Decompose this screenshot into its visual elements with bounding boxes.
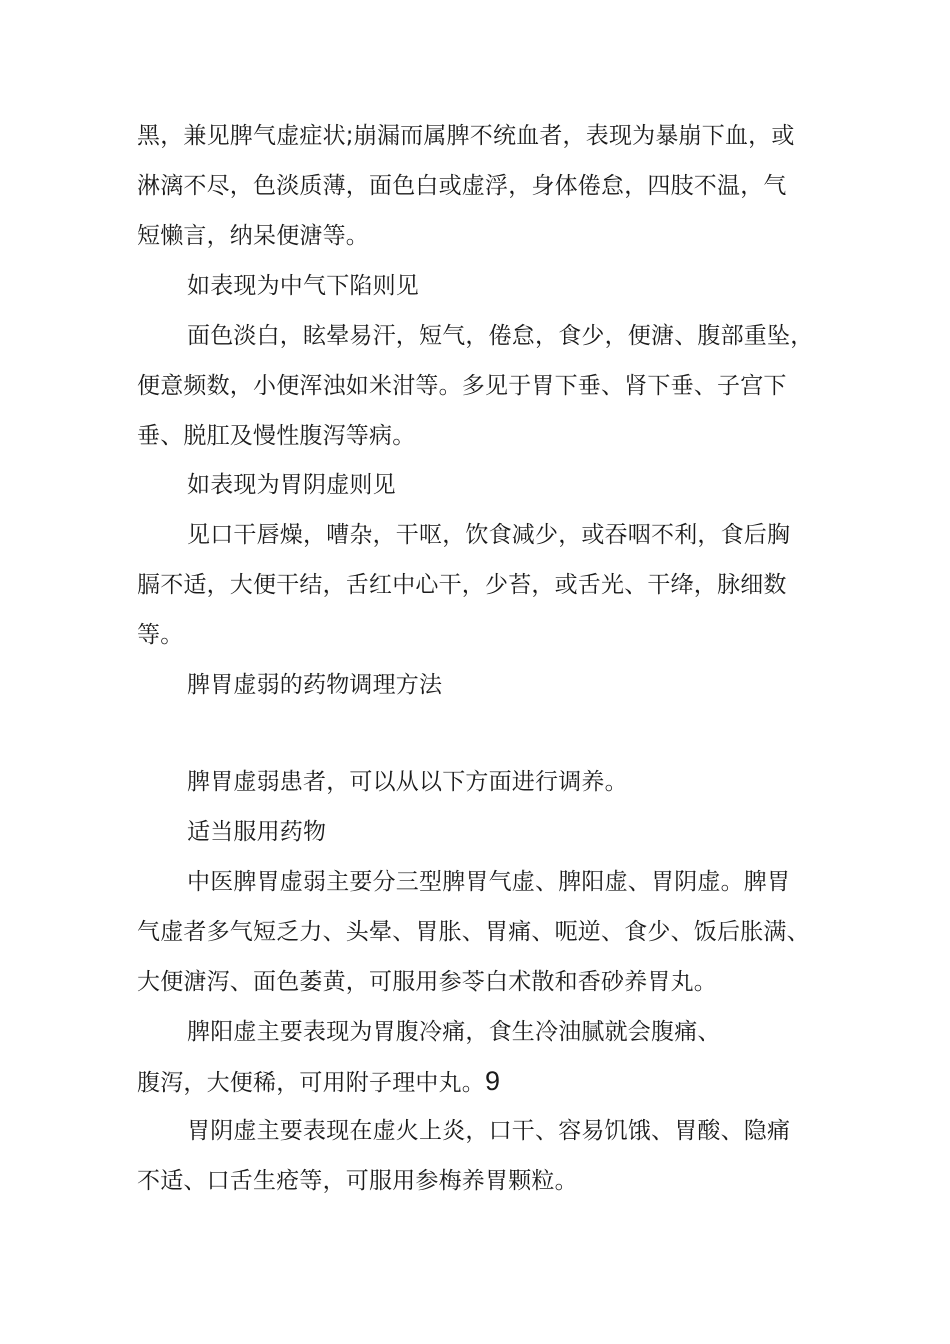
text-line: 淋漓不尽，色淡质薄，面色白或虚浮，身体倦怠，四肢不温，气 xyxy=(137,173,787,199)
text-line: 黑，兼见脾气虚症状;崩漏而属脾不统血者，表现为暴崩下血，或 xyxy=(137,123,795,149)
text-line: 脾阳虚主要表现为胃腹冷痛，食生冷油腻就会腹痛、 xyxy=(187,1019,721,1045)
section-heading: 如表现为胃阴虚则见 xyxy=(187,472,396,498)
section-heading: 脾胃虚弱的药物调理方法 xyxy=(187,672,443,698)
section-heading: 如表现为中气下陷则见 xyxy=(187,273,419,299)
text-line: 见口干唇燥，嘈杂，干呕，饮食减少，或吞咽不利，食后胸 xyxy=(187,522,791,548)
text-line-with-page-number xyxy=(137,1066,500,1098)
text-line: 短懒言，纳呆便溏等。 xyxy=(137,223,369,249)
text-line: 膈不适，大便干结，舌红中心干，少苔，或舌光、干绛，脉细数 xyxy=(137,572,787,598)
text-line: 大便溏泻、面色萎黄，可服用参苓白术散和香砂养胃丸。 xyxy=(137,969,717,995)
text-line: 便意频数，小便浑浊如米泔等。多见于胃下垂、肾下垂、子宫下 xyxy=(137,373,787,399)
page-number: 9 xyxy=(485,1066,501,1096)
text-line: 气虚者多气短乏力、头晕、胃胀、胃痛、呃逆、食少、饭后胀满、 xyxy=(137,919,810,945)
text-line: 中医脾胃虚弱主要分三型脾胃气虚、脾阳虚、胃阴虚。脾胃 xyxy=(187,869,791,895)
section-heading: 适当服用药物 xyxy=(187,819,327,845)
text-segment: 腹泻，大便稀，可用附子理中丸。 xyxy=(137,1070,485,1096)
text-line: 脾胃虚弱患者，可以从以下方面进行调养。 xyxy=(187,769,628,795)
text-line: 不适、口舌生疮等，可服用参梅养胃颗粒。 xyxy=(137,1168,578,1194)
text-line: 胃阴虚主要表现在虚火上炎，口干、容易饥饿、胃酸、隐痛 xyxy=(187,1118,791,1144)
text-line: 垂、脱肛及慢性腹泻等病。 xyxy=(137,423,416,449)
text-line: 等。 xyxy=(137,622,184,648)
text-line: 面色淡白，眩晕易汗，短气，倦怠，食少，便溏、腹部重坠， xyxy=(187,323,814,349)
